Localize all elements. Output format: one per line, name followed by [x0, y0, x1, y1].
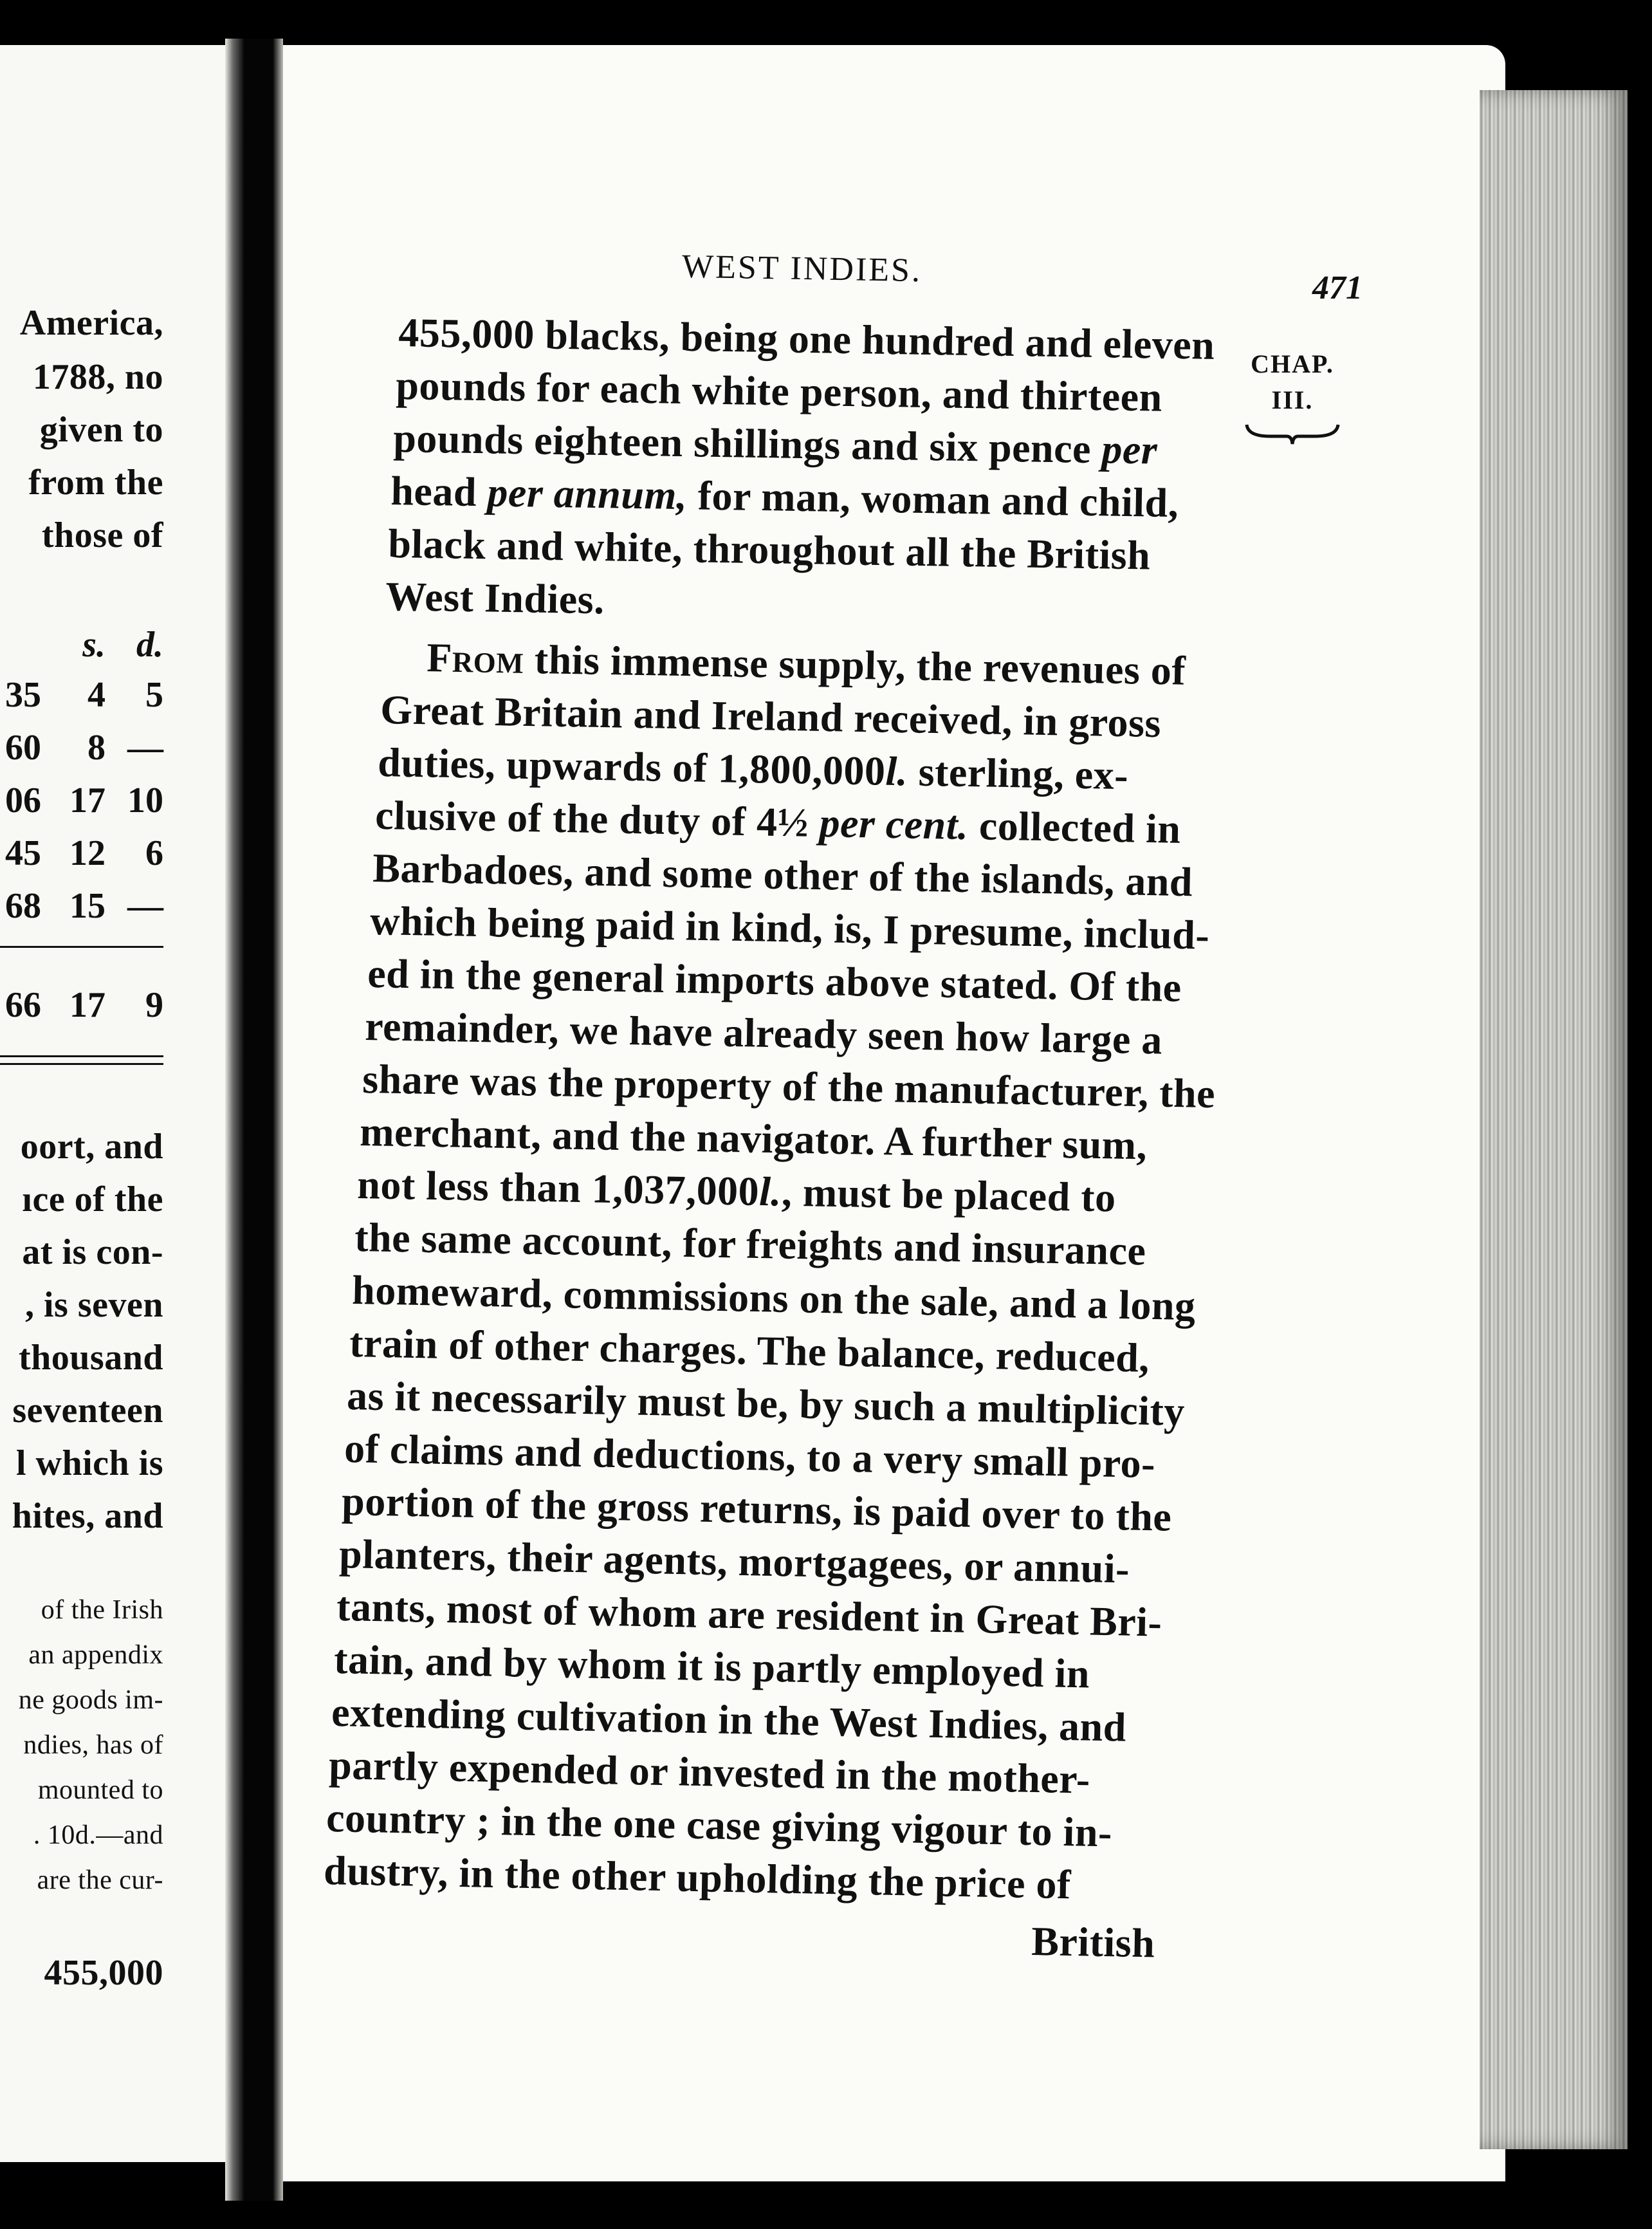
pounds-cell: 60 — [5, 728, 41, 768]
footnote-line: mounted to — [37, 1775, 163, 1805]
italic-run: per cent. — [818, 800, 969, 849]
text-line: partly expended or invested in the mother- — [328, 1741, 1091, 1802]
text-run: duties, upwards of 1,800,000 — [377, 739, 886, 794]
pence-cell: 10 — [127, 781, 163, 820]
pounds-cell: 06 — [5, 781, 41, 820]
text-line: from the — [28, 463, 163, 503]
pence-header: d. — [136, 625, 163, 665]
text-line: black and white, throughout all the British — [387, 520, 1151, 578]
catchword: British — [1031, 1918, 1155, 1966]
total-rule — [0, 1063, 163, 1065]
text-line: oort, and — [20, 1127, 163, 1167]
text-line: homeward, commissions on the sale, and a long — [351, 1266, 1197, 1329]
text-line: l which is — [15, 1443, 163, 1483]
text-line: Barbadoes, and some other of the islands, and — [372, 844, 1193, 905]
text-run: collected in — [968, 802, 1182, 852]
money-row — [0, 833, 163, 874]
text-line: at is con- — [22, 1232, 163, 1272]
book-gutter — [225, 39, 283, 2201]
text-line: ed in the general imports above stated. Of the — [367, 950, 1182, 1011]
text-line: the same account, for freights and insurance — [354, 1214, 1147, 1274]
text-line: Great Britain and Ireland received, in gross — [380, 686, 1162, 746]
shillings-cell: 8 — [87, 728, 106, 768]
footnote-line: of the Irish — [41, 1595, 163, 1625]
text-line: planters, their agents, mortgagees, or annui- — [338, 1530, 1130, 1592]
money-row — [0, 885, 163, 927]
footnote-line: . 10d.—and — [33, 1820, 163, 1850]
footnote-line: ne goods im- — [18, 1685, 163, 1715]
money-row — [0, 727, 163, 768]
text-line: train of other charges. The balance, reduced, — [349, 1319, 1150, 1381]
shillings-cell: 15 — [69, 886, 106, 926]
page-number: 471 — [1312, 270, 1363, 306]
italic-run: per annum, — [486, 469, 688, 519]
text-line: pounds for each white person, and thirteen — [395, 362, 1163, 420]
text-line: share was the property of the manufacturer, the — [362, 1055, 1216, 1117]
text-line: ıce of the — [22, 1179, 163, 1219]
pounds-cell: 66 — [5, 985, 41, 1025]
text-line: those of — [41, 515, 163, 555]
money-total-row — [0, 985, 163, 1026]
pounds-cell: 45 — [5, 833, 41, 873]
sum-rule — [0, 946, 163, 948]
footnote-line: ndies, has of — [23, 1730, 163, 1760]
text-line: as it necessarily must be, by such a multiplicity — [346, 1372, 1186, 1434]
italic-run: per — [1101, 426, 1158, 473]
italic-run: l. — [758, 1168, 782, 1215]
text-line: remainder, we have already seen how large a — [364, 1003, 1163, 1063]
text-line: which being paid in kind, is, I presume, includ- — [369, 897, 1210, 958]
text-run: sterling, ex- — [907, 748, 1129, 799]
shillings-cell: 17 — [69, 781, 106, 820]
shillings-cell: 4 — [87, 675, 106, 715]
italic-run: l. — [885, 748, 908, 795]
pence-cell: 6 — [145, 833, 163, 873]
previous-page — [0, 45, 225, 2162]
chapter-label: CHAP. — [1251, 349, 1334, 378]
shillings-cell: 17 — [69, 985, 106, 1025]
pence-cell: 9 — [145, 985, 163, 1025]
text-line: seventeen — [12, 1391, 163, 1430]
pence-cell: 5 — [145, 675, 163, 715]
shillings-cell: 12 — [69, 833, 106, 873]
text-line: portion of the gross returns, is paid over to the — [341, 1477, 1173, 1540]
text-run: clusive of the duty of 4½ — [374, 791, 820, 846]
pounds-cell: 35 — [5, 675, 41, 715]
pence-cell: — — [127, 886, 163, 926]
text-run: head — [390, 467, 488, 515]
shillings-header: s. — [82, 625, 106, 665]
chapter-marginal-note — [1244, 346, 1341, 447]
brace-icon — [1244, 421, 1341, 447]
text-run: for man, woman and child, — [686, 472, 1179, 526]
pence-cell: — — [127, 728, 163, 768]
catchword: 455,000 — [44, 1953, 163, 1993]
text-line: hites, and — [12, 1496, 163, 1536]
text-line: West Indies. — [385, 573, 605, 623]
running-head: WEST INDIES. — [681, 248, 922, 290]
text-run: , must be placed to — [781, 1169, 1117, 1221]
text-line: dustry, in the other upholding the price of — [323, 1847, 1072, 1908]
text-run: not less than 1,037,000 — [356, 1161, 760, 1214]
text-line: thousand — [18, 1338, 163, 1378]
money-row — [0, 674, 163, 716]
text-run: this immense supply, the revenues of — [523, 636, 1186, 694]
footnote-line: an appendix — [28, 1640, 163, 1670]
pounds-cell: 68 — [5, 886, 41, 926]
total-rule — [0, 1055, 163, 1057]
text-line: tants, most of whom are resident in Great Bri- — [336, 1583, 1163, 1645]
money-header — [41, 624, 163, 665]
text-run: From — [426, 634, 525, 682]
text-line: 1788, no — [32, 357, 163, 397]
text-line: of claims and deductions, to a very small pro- — [344, 1425, 1156, 1487]
footnote-line: are the cur- — [37, 1865, 163, 1895]
text-run: pounds eighteen shillings and six pence — [392, 414, 1103, 472]
text-line: country ; in the one case giving vigour to in- — [326, 1794, 1113, 1856]
text-line: extending cultivation in the West Indies, and — [331, 1688, 1127, 1750]
text-line: tain, and by whom it is partly employed in — [333, 1636, 1090, 1697]
text-line: America, — [19, 303, 163, 343]
text-line: , is seven — [25, 1285, 163, 1325]
chapter-number: III. — [1271, 385, 1314, 414]
text-line: given to — [39, 410, 163, 450]
money-row — [0, 780, 163, 821]
text-line: 455,000 blacks, being one hundred and eleven — [398, 309, 1215, 368]
text-line: merchant, and the navigator. A further sum, — [359, 1108, 1148, 1169]
page-block-edge — [1480, 90, 1628, 2149]
